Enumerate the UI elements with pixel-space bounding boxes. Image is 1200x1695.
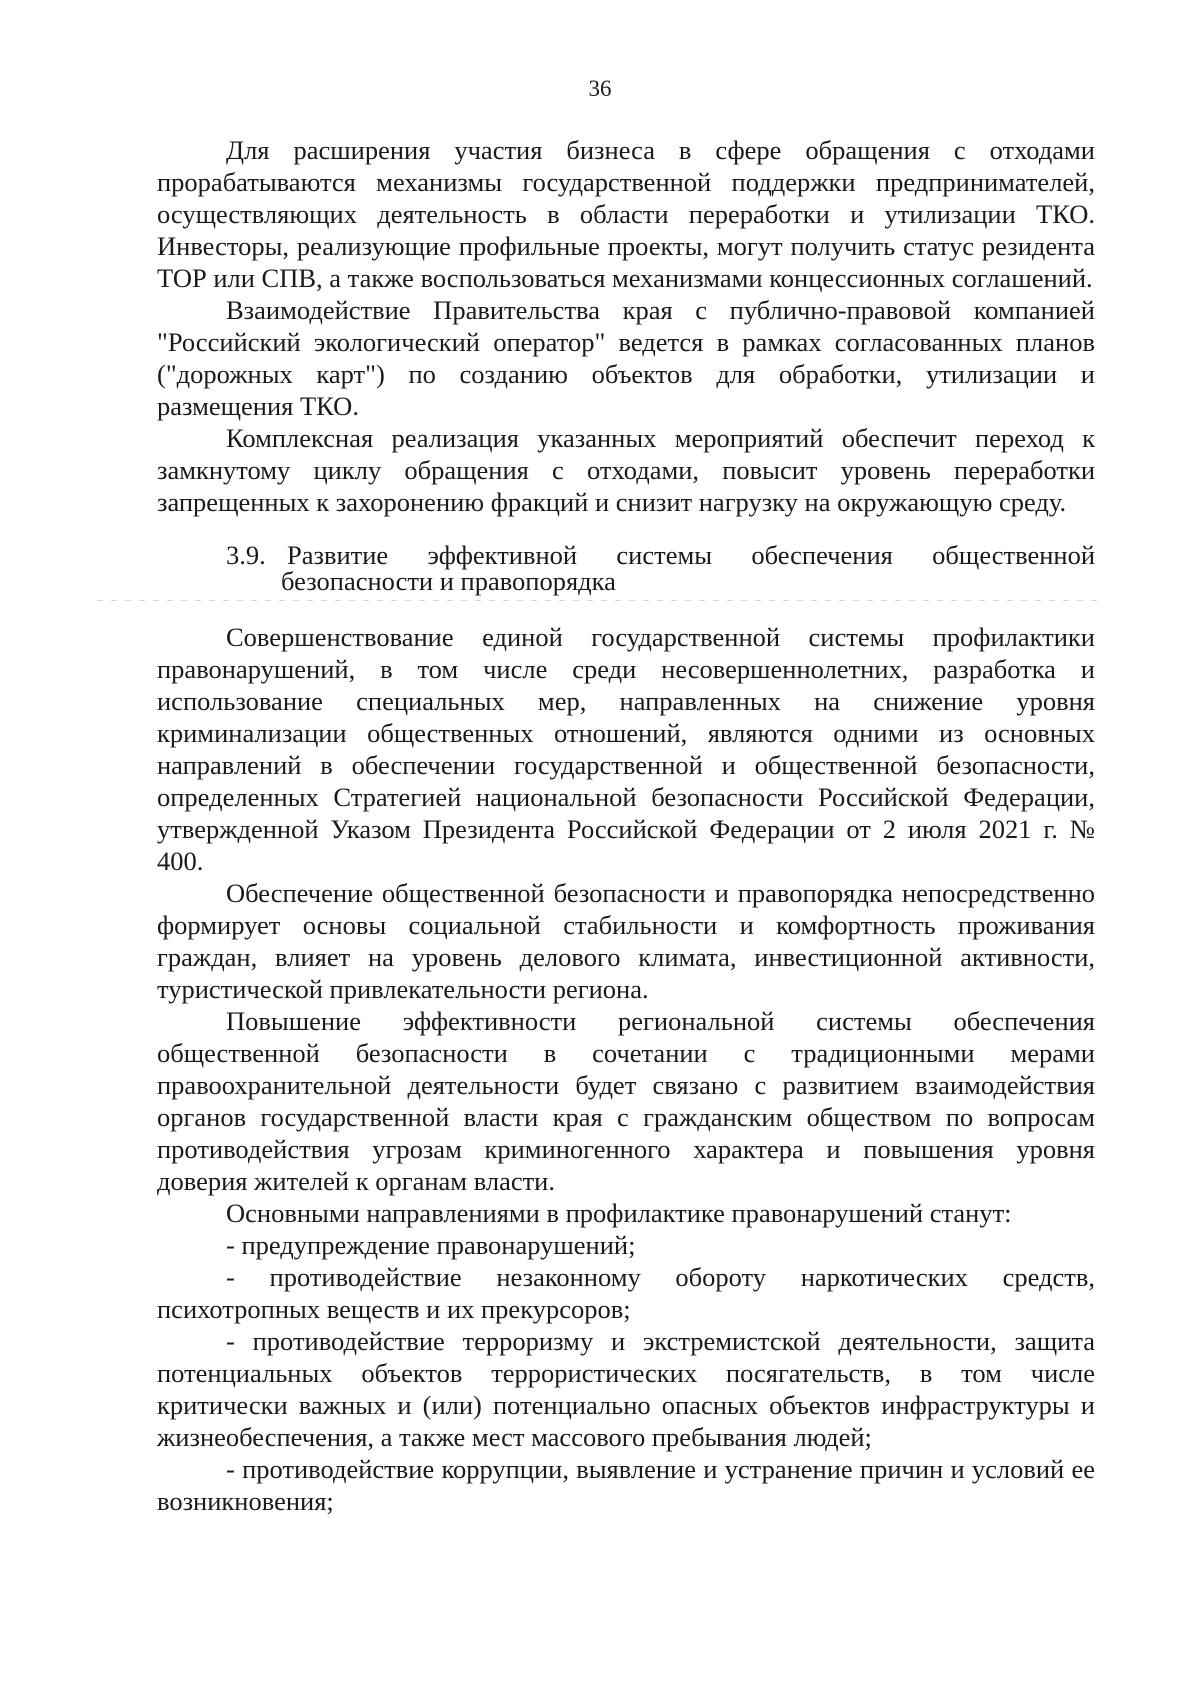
document-body [157,134,1095,1517]
paragraph-main-directions: Основными направлениями в профилактике правонарушений станут: [226,1198,1012,1228]
list-item: - противодействие коррупции, выявление и устранение причин и условий ее возникновения; [157,1454,1095,1516]
section-number: 3.9. [226,540,266,570]
paragraph-public-order: Обеспечение общественной безопасности и правопорядка непосредственно формирует основы социальной стабильности и комфортность проживания граждан, влияет на уровень делового климата, инвестиционной активности, туристической привлекательности региона. [157,878,1095,1004]
section-title-line1: Развитие эффективной системы обеспечения общественной [287,540,1095,570]
list-item: - противодействие терроризму и экстремистской деятельности, защита потенциальных объектов террористических посягательств, в том числе критически важных и (или) потенциально опасных объектов инфраструктуры и жизнеобеспечения, а также мест массового пребывания людей; [157,1326,1095,1452]
section-title-line2: безопасности и правопорядка [281,566,616,596]
paragraph-business-support: Для расширения участия бизнеса в сфере обращения с отходами прорабатываются механизмы государственной поддержки предпринимателей, осуществляющих деятельность в области переработки и утилизации ТКО. Инвесторы, реализующие профильные проекты, могут получить статус резидента ТОР или СПВ, а также воспользоваться механизмами концессионных соглашений. [157,135,1095,293]
paragraph-eco-operator: Взаимодействие Правительства края с публично-правовой компанией "Российский экологический оператор" ведется в рамках согласованных планов ("дорожных карт") по созданию объектов для обработки, утилизации и размещения ТКО. [157,295,1095,421]
scan-artifact-line [97,600,1097,601]
paragraph-closed-cycle: Комплексная реализация указанных мероприятий обеспечит переход к замкнутому циклу обращения с отходами, повысит уровень переработки запрещенных к захоронению фракций и снизит нагрузку на окружающую среду. [157,423,1095,517]
paragraph-prevention-system: Совершенствование единой государственной системы профилактики правонарушений, в том числе среди несовершеннолетних, разработка и использование специальных мер, направленных на снижение уровня криминализации общественных отношений, являются одними из основных направлений в обеспечении государственной и общественной безопасности, определенных Стратегией национальной безопасности Российской Федерации, утвержденной Указом Президента Российской Федерации от 2 июля 2021 г. № 400. [157,622,1095,876]
paragraph-efficiency: Повышение эффективности региональной системы обеспечения общественной безопасности в сочетании с традиционными мерами правоохранительной деятельности будет связано с развитием взаимодействия органов государственной власти края с гражданским обществом по вопросам противодействия угрозам криминогенного характера и повышения уровня доверия жителей к органам власти. [157,1006,1095,1196]
section-heading [157,542,1095,594]
list-item: - противодействие незаконному обороту наркотических средств, психотропных веществ и их прекурсоров; [157,1262,1095,1324]
list-item: - предупреждение правонарушений; [226,1230,636,1260]
page-number: 36 [588,76,612,101]
